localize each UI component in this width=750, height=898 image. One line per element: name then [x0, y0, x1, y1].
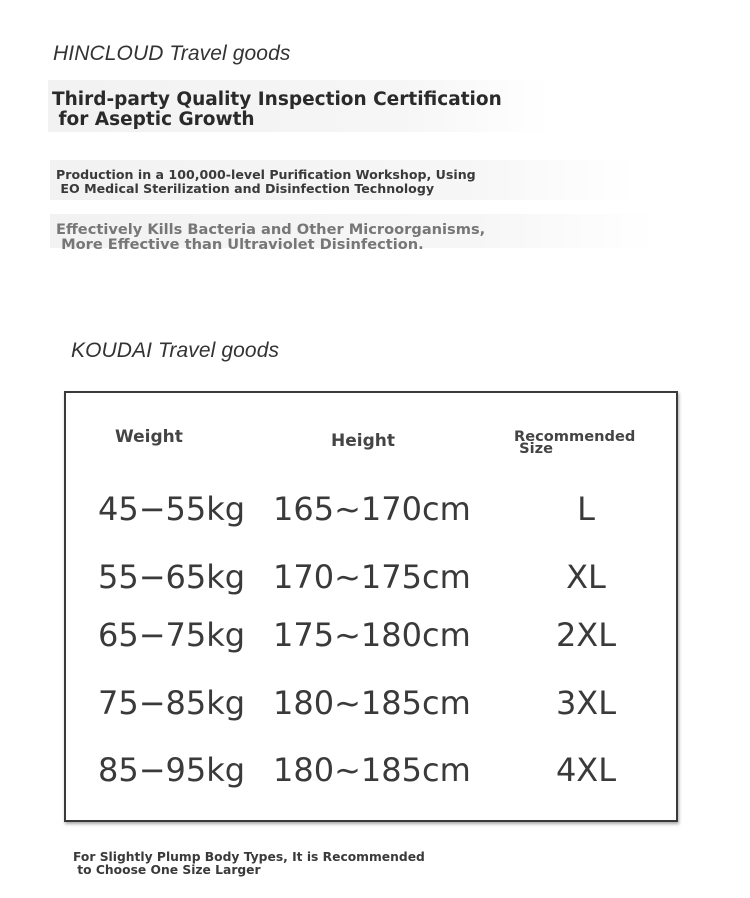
- effect-line-1: Effectively Kills Bacteria and Other Microorganisms,: [56, 221, 486, 238]
- production-text: [56, 168, 476, 196]
- note-line-2: to Choose One Size Larger: [73, 863, 261, 877]
- production-line-1: Production in a 100,000-level Purification Workshop, Using: [56, 167, 476, 182]
- header-height: Height: [331, 431, 395, 451]
- effect-text: [56, 222, 485, 252]
- headline-line-2: for Aseptic Growth: [52, 109, 255, 130]
- table-row-2-weight: 55−65kg: [98, 558, 246, 596]
- headline: [52, 90, 502, 130]
- table-row-3-weight: 65−75kg: [98, 616, 246, 654]
- table-row-2-height: 170~175cm: [273, 558, 471, 596]
- header-weight: Weight: [115, 427, 183, 447]
- brand-title-top: HINCLOUD Travel goods: [53, 42, 291, 65]
- brand-title-bottom: KOUDAI Travel goods: [71, 339, 280, 362]
- table-row-4-weight: 75−85kg: [98, 684, 246, 722]
- table-row-3-height: 175~180cm: [273, 616, 471, 654]
- table-row-1-size: L: [577, 490, 595, 528]
- table-row-5-weight: 85−95kg: [98, 751, 246, 789]
- table-row-5-height: 180~185cm: [273, 751, 471, 789]
- header-size-line-2: Size: [514, 440, 553, 457]
- size-note: [73, 851, 425, 877]
- headline-line-1: Third-party Quality Inspection Certification: [52, 89, 502, 110]
- table-row-1-height: 165~170cm: [273, 490, 471, 528]
- table-row-4-height: 180~185cm: [273, 684, 471, 722]
- effect-line-2: More Effective than Ultraviolet Disinfection.: [56, 236, 424, 253]
- note-line-1: For Slightly Plump Body Types, It is Recommended: [73, 850, 425, 864]
- header-recommended-size: [514, 428, 636, 457]
- table-row-4-size: 3XL: [555, 684, 617, 722]
- production-line-2: EO Medical Sterilization and Disinfection Technology: [56, 181, 435, 196]
- header-size-line-1: Recommended: [514, 428, 636, 445]
- table-row-3-size: 2XL: [555, 616, 617, 654]
- table-row-5-size: 4XL: [555, 751, 617, 789]
- table-row-2-size: XL: [566, 558, 606, 596]
- table-row-1-weight: 45−55kg: [98, 490, 246, 528]
